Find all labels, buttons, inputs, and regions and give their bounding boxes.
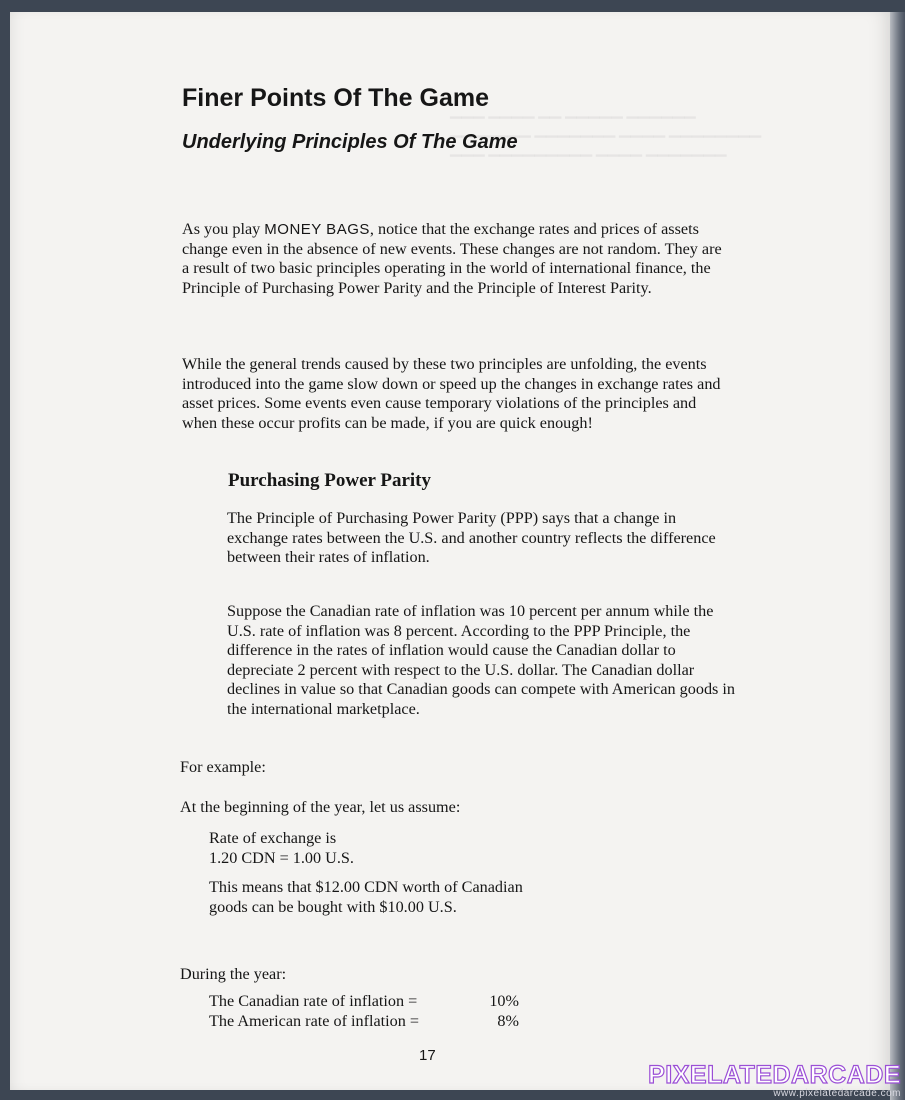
section-subtitle: Underlying Principles Of The Game (182, 131, 518, 153)
page-edge-shadow (890, 12, 905, 1100)
american-inflation-value: 8% (497, 1011, 519, 1030)
example-label: For example: (180, 758, 266, 776)
exchange-rate-block (209, 829, 354, 868)
rate-line-2: 1.20 CDN = 1.00 U.S. (209, 848, 354, 867)
assume-label: At the beginning of the year, let us assume: (180, 798, 461, 816)
means-block (209, 878, 523, 917)
during-label: During the year: (180, 965, 287, 983)
intro-text-after: , notice that the exchange rates and prices of assets change even in the absence of new events. These changes are not random. They are a result of two basic principles operating in the world of international finance, the Principle of Purchasing Power Parity and the Principle of Interest Parity. (182, 220, 722, 297)
page-title: Finer Points Of The Game (182, 84, 489, 112)
ppp-paragraph-1: The Principle of Purchasing Power Parity (PPP) says that a change in exchange rates between the U.S. and another country reflects the difference between their rates of inflation. (227, 509, 716, 567)
canadian-inflation-row (209, 992, 519, 1012)
means-line-2: goods can be bought with $10.00 U.S. (209, 897, 457, 916)
game-name: MONEY BAGS (264, 221, 370, 238)
watermark-brand: PIXELATEDARCADE (648, 1061, 901, 1089)
manual-page (10, 12, 890, 1090)
brand-watermark (648, 1062, 901, 1099)
intro-text-before: As you play (182, 220, 265, 238)
means-line-1: This means that $12.00 CDN worth of Canadian (209, 878, 523, 896)
intro-paragraph-2: While the general trends caused by these two principles are unfolding, the events introduced into the game slow down or speed up the changes in exchange rates and asset prices. Some events even cause temporary violations of the principles and when these occur profits can be made, if you are quick enough! (182, 355, 721, 432)
bleed-through-text: ▁▁▁ ▁▁▁▁ ▁▁ ▁▁▁▁▁ ▁▁▁▁▁▁ ▁▁▁▁▁▁▁ ▁▁▁▁▁▁▁ ▁▁▁▁ ▁▁▁▁▁▁▁▁ ▁▁▁ ▁▁▁▁▁▁▁▁▁ ▁▁▁▁ ▁▁▁▁▁▁▁ (450, 103, 762, 157)
inflation-block (209, 992, 519, 1031)
page-number: 17 (419, 1047, 436, 1064)
ppp-heading: Purchasing Power Parity (228, 470, 431, 491)
rate-line-1: Rate of exchange is (209, 829, 337, 847)
american-inflation-row (209, 1012, 519, 1032)
canadian-inflation-value: 10% (489, 992, 519, 1010)
ppp-paragraph-2: Suppose the Canadian rate of inflation was 10 percent per annum while the U.S. rate of inflation was 8 percent. According to the PPP Principle, the difference in the rates of inflation would cause the Canadian dollar to depreciate 2 percent with respect to the U.S. dollar. The Canadian dollar declines in value so that Canadian goods can compete with American goods in the international marketplace. (227, 602, 735, 718)
american-inflation-label: The American rate of inflation = (209, 1011, 420, 1030)
watermark-url: www.pixelatedarcade.com (773, 1088, 901, 1099)
intro-paragraph-1 (182, 220, 722, 298)
canadian-inflation-label: The Canadian rate of inflation = (209, 992, 418, 1010)
